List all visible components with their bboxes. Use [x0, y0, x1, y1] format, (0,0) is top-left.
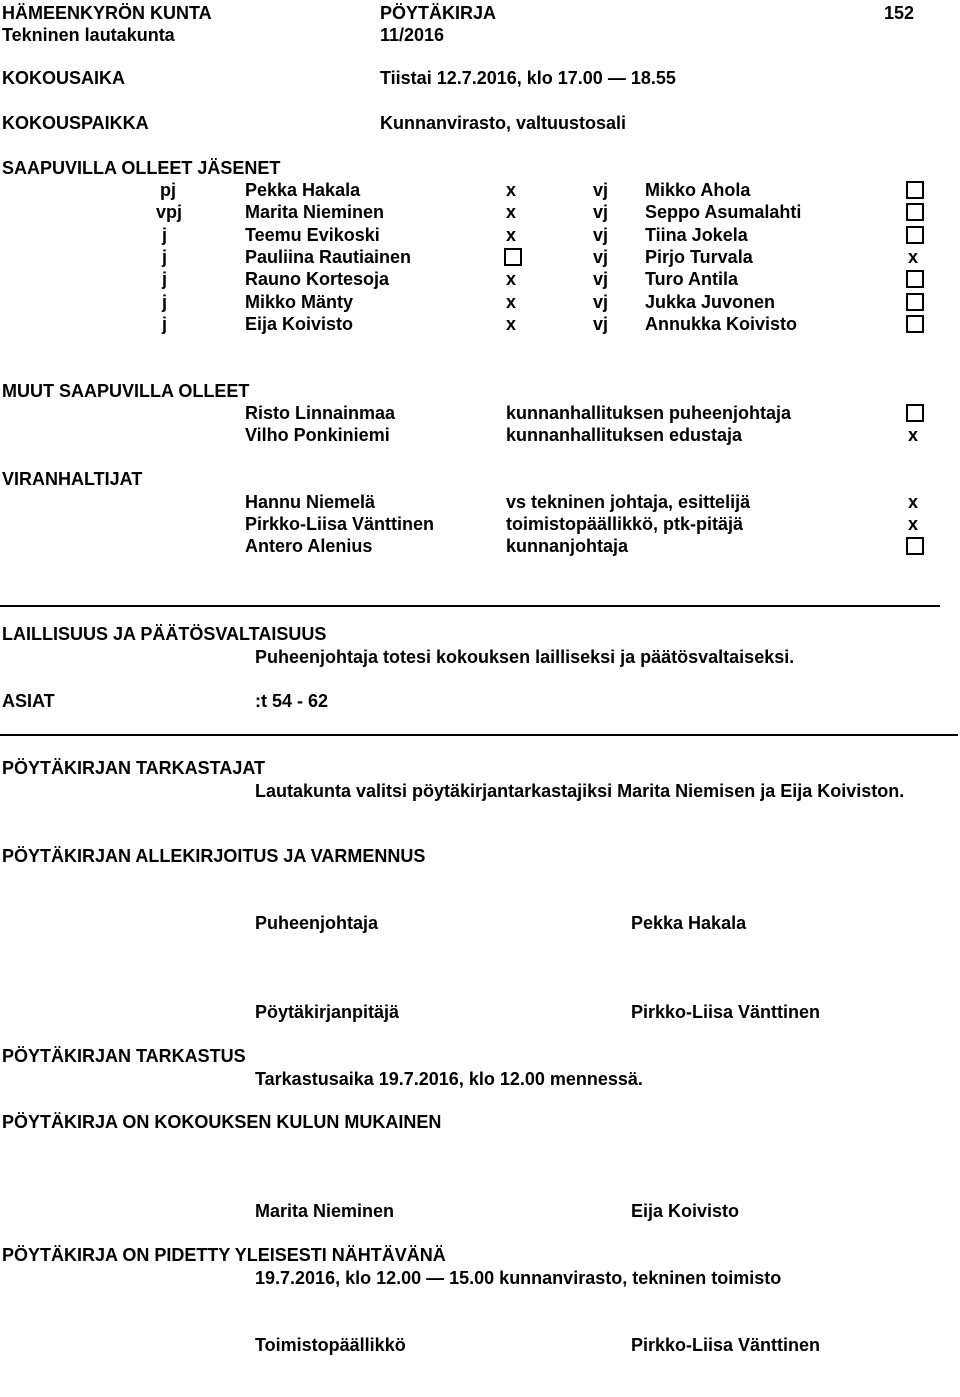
deputy-presence-checkbox-icon — [906, 270, 924, 288]
official-title: toimistopäällikkö, ptk-pitäjä — [506, 514, 744, 534]
member-presence-mark-x: x — [506, 314, 517, 334]
deputy-role: vj — [593, 314, 609, 334]
deputy-name: Jukka Juvonen — [645, 292, 776, 312]
legality-text: Puheenjohtaja totesi kokouksen lailliseksi ja päätösvaltaiseksi. — [255, 647, 795, 667]
deputy-role: vj — [593, 225, 609, 245]
deputy-presence-checkbox-icon — [906, 315, 924, 333]
meeting-time-value: Tiistai 12.7.2016, klo 17.00 — 18.55 — [380, 68, 676, 88]
members-heading: SAAPUVILLA OLLEET JÄSENET — [2, 158, 281, 178]
member-name: Marita Nieminen — [245, 202, 385, 222]
public-display-role: Toimistopäällikkö — [255, 1335, 406, 1355]
chair-label: Puheenjohtaja — [255, 913, 379, 933]
official-presence-mark-x: x — [908, 514, 919, 534]
meeting-place-label: KOKOUSPAIKKA — [2, 113, 149, 133]
member-name: Mikko Mänty — [245, 292, 354, 312]
other-attendee-presence-checkbox-icon — [906, 404, 924, 422]
officials-heading: VIRANHALTIJAT — [2, 469, 143, 489]
official-name: Pirkko-Liisa Vänttinen — [245, 514, 435, 534]
deputy-name: Mikko Ahola — [645, 180, 751, 200]
member-name: Eija Koivisto — [245, 314, 354, 334]
official-name: Antero Alenius — [245, 536, 373, 556]
document-type: PÖYTÄKIRJA — [380, 3, 497, 23]
official-title: kunnanjohtaja — [506, 536, 629, 556]
deputy-presence-mark-x: x — [908, 247, 919, 267]
document-number: 11/2016 — [380, 25, 445, 45]
member-role: j — [162, 269, 168, 289]
secretary-name: Pirkko-Liisa Vänttinen — [631, 1002, 821, 1022]
public-display-name: Pirkko-Liisa Vänttinen — [631, 1335, 821, 1355]
deputy-name: Turo Antila — [645, 269, 738, 289]
deputy-presence-checkbox-icon — [906, 203, 924, 221]
deputy-presence-checkbox-icon — [906, 226, 924, 244]
committee-name: Tekninen lautakunta — [2, 25, 175, 45]
deputy-role: vj — [593, 292, 609, 312]
member-presence-mark-x: x — [506, 202, 517, 222]
member-presence-checkbox-icon — [504, 248, 522, 266]
member-role: j — [162, 247, 168, 267]
deputy-role: vj — [593, 247, 609, 267]
section-divider — [0, 605, 940, 607]
member-name: Rauno Kortesoja — [245, 269, 390, 289]
conformity-heading: PÖYTÄKIRJA ON KOKOUKSEN KULUN MUKAINEN — [2, 1112, 442, 1132]
member-role: j — [162, 314, 168, 334]
legality-heading: LAILLISUUS JA PÄÄTÖSVALTAISUUS — [2, 624, 327, 644]
other-attendee-presence-mark-x: x — [908, 425, 919, 445]
member-name: Pekka Hakala — [245, 180, 361, 200]
deputy-name: Annukka Koivisto — [645, 314, 798, 334]
deputy-presence-checkbox-icon — [906, 181, 924, 199]
municipality-name: HÄMEENKYRÖN KUNTA — [2, 3, 212, 23]
deputy-name: Seppo Asumalahti — [645, 202, 802, 222]
deputy-role: vj — [593, 202, 609, 222]
inspectors-text: Lautakunta valitsi pöytäkirjantarkastajiksi Marita Niemisen ja Eija Koiviston. — [255, 781, 905, 801]
member-role: j — [162, 292, 168, 312]
deputy-name: Tiina Jokela — [645, 225, 748, 245]
official-name: Hannu Niemelä — [245, 492, 376, 512]
member-name: Pauliina Rautiainen — [245, 247, 412, 267]
chair-name: Pekka Hakala — [631, 913, 747, 933]
conformity-signer-1: Marita Nieminen — [255, 1201, 395, 1221]
deputy-role: vj — [593, 180, 609, 200]
inspectors-heading: PÖYTÄKIRJAN TARKASTAJAT — [2, 758, 266, 778]
public-display-text: 19.7.2016, klo 12.00 — 15.00 kunnanvirasto, tekninen toimisto — [255, 1268, 782, 1288]
official-title: vs tekninen johtaja, esittelijä — [506, 492, 751, 512]
member-role: vpj — [156, 202, 183, 222]
public-display-heading: PÖYTÄKIRJA ON PIDETTY YLEISESTI NÄHTÄVÄNÄ — [2, 1245, 446, 1265]
deputy-role: vj — [593, 269, 609, 289]
signing-heading: PÖYTÄKIRJAN ALLEKIRJOITUS JA VARMENNUS — [2, 846, 426, 866]
inspection-heading: PÖYTÄKIRJAN TARKASTUS — [2, 1046, 246, 1066]
deputy-name: Pirjo Turvala — [645, 247, 753, 267]
other-attendee-title: kunnanhallituksen puheenjohtaja — [506, 403, 792, 423]
conformity-signer-2: Eija Koivisto — [631, 1201, 740, 1221]
page-number: 152 — [884, 3, 915, 23]
section-divider — [0, 734, 958, 736]
deputy-presence-checkbox-icon — [906, 293, 924, 311]
member-presence-mark-x: x — [506, 225, 517, 245]
secretary-label: Pöytäkirjanpitäjä — [255, 1002, 400, 1022]
member-name: Teemu Evikoski — [245, 225, 380, 245]
other-attendee-name: Vilho Ponkiniemi — [245, 425, 390, 445]
member-role: pj — [160, 180, 176, 200]
member-presence-mark-x: x — [506, 180, 517, 200]
other-attendee-title: kunnanhallituksen edustaja — [506, 425, 743, 445]
member-presence-mark-x: x — [506, 269, 517, 289]
inspection-text: Tarkastusaika 19.7.2016, klo 12.00 mennessä. — [255, 1069, 643, 1089]
others-heading: MUUT SAAPUVILLA OLLEET — [2, 381, 250, 401]
other-attendee-name: Risto Linnainmaa — [245, 403, 396, 423]
member-role: j — [162, 225, 168, 245]
meeting-time-label: KOKOUSAIKA — [2, 68, 126, 88]
matters-label: ASIAT — [2, 691, 55, 711]
member-presence-mark-x: x — [506, 292, 517, 312]
meeting-place-value: Kunnanvirasto, valtuustosali — [380, 113, 627, 133]
official-presence-mark-x: x — [908, 492, 919, 512]
official-presence-checkbox-icon — [906, 537, 924, 555]
matters-value: :t 54 - 62 — [255, 691, 329, 711]
